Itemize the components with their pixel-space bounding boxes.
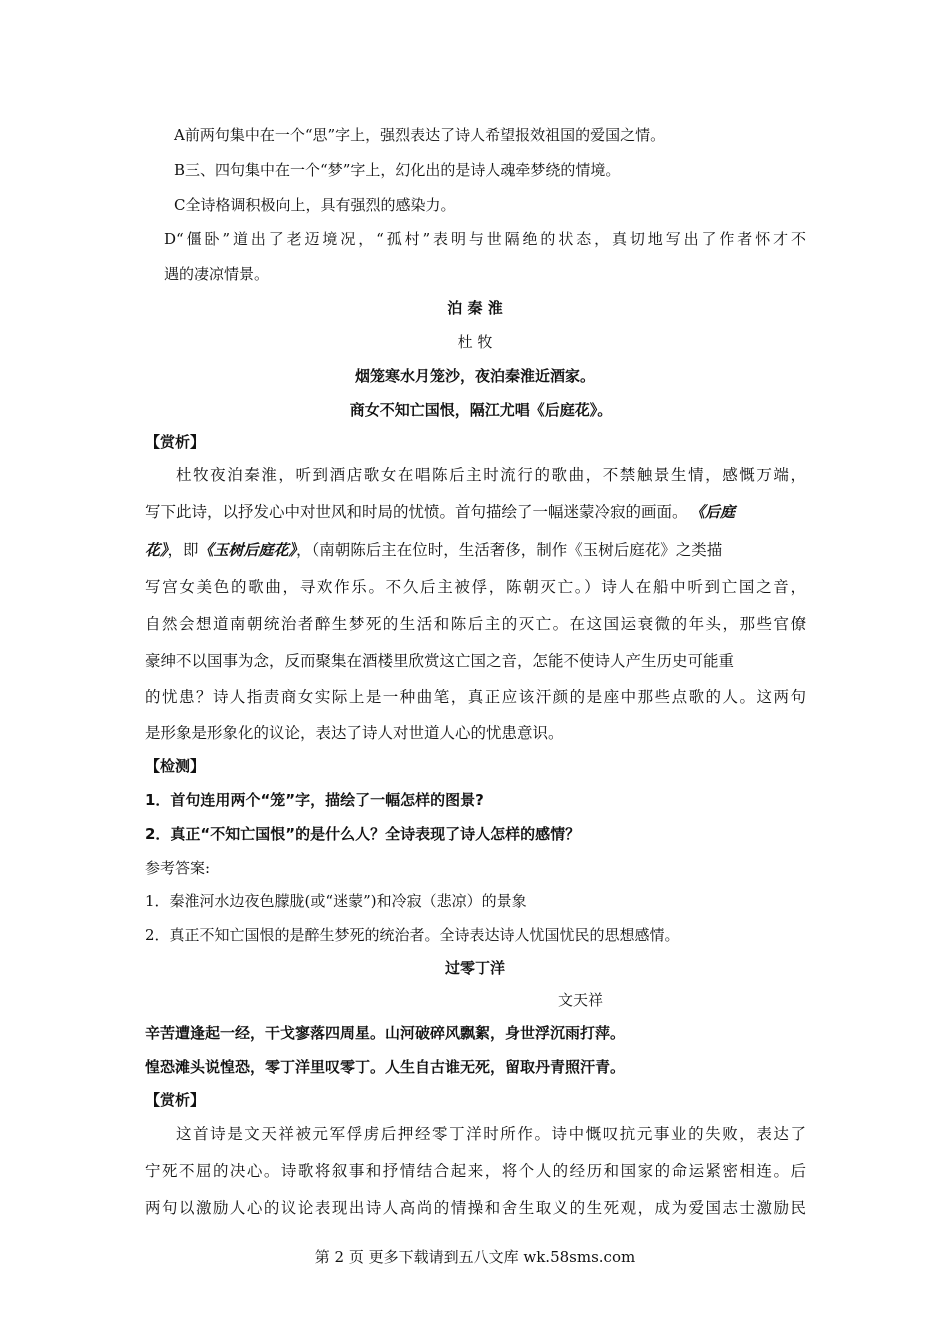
appreciation1-line3-bold-a: 花》	[145, 541, 168, 559]
appreciation1-line3-text-b: ，（南朝陈后主在位时，生活奢侈，制作《玉树后庭花》之类描	[296, 541, 723, 559]
appreciation1-line4: 写宫女美色的歌曲，寻欢作乐。不久后主被俘，陈朝灭亡。）诗人在船中听到亡国之音，	[145, 578, 806, 596]
poem2-title: 过零丁洋	[444, 959, 505, 977]
test-heading: 【检测】	[145, 757, 206, 775]
page-footer: 第 2 页 更多下载请到五八文库 wk.58sms.com	[314, 1248, 636, 1266]
poem1-author: 杜 牧	[457, 333, 493, 351]
appreciation1-line3-text-a: ，即	[167, 541, 199, 559]
poem1-line2: 商女不知亡国恨，隔江尤唱《后庭花》。	[349, 401, 613, 419]
option-c: C全诗格调积极向上，具有强烈的感染力。	[174, 196, 456, 214]
appreciation1-line3-bold-b: 《玉树后庭花》	[198, 541, 297, 559]
question-2: 2．真正“不知亡国恨”的是什么人？全诗表现了诗人怎样的感情？	[145, 825, 581, 843]
appreciation1-line7: 的忧患？诗人指责商女实际上是一种曲笔，真正应该汗颜的是座中那些点歌的人。这两句	[145, 688, 806, 706]
appreciation-heading-2: 【赏析】	[145, 1091, 206, 1109]
appreciation1-line2-text: 写下此诗，以抒发心中对世风和时局的忧愤。首句描绘了一幅迷蒙冷寂的画面。	[145, 503, 688, 521]
option-d-line2: 遇的凄凉情景。	[164, 265, 270, 283]
poem1-title: 泊 秦 淮	[447, 299, 503, 317]
appreciation1-line2-bold: 《后庭	[697, 503, 736, 521]
appreciation1-line3	[145, 540, 722, 560]
answer-2: 2．真正不知亡国恨的是醉生梦死的统治者。全诗表达诗人忧国忧民的思想感情。	[145, 926, 680, 944]
option-b: B三、四句集中在一个“梦”字上，幻化出的是诗人魂牵梦绕的情境。	[174, 161, 621, 179]
appreciation1-line6: 豪绅不以国事为念，反而聚集在酒楼里欣赏这亡国之音，怎能不使诗人产生历史可能重	[145, 652, 735, 670]
appreciation1-line5: 自然会想道南朝统治者醉生梦死的生活和陈后主的灭亡。在这国运衰微的年头，那些官僚	[145, 615, 806, 633]
appreciation2-line2: 宁死不屈的决心。诗歌将叙事和抒情结合起来，将个人的经历和国家的命运紧密相连。后	[145, 1162, 806, 1180]
answer-1: 1．秦淮河水边夜色朦胧(或“迷蒙”)和冷寂（悲凉）的景象	[145, 892, 527, 910]
appreciation-heading-1: 【赏析】	[145, 433, 206, 451]
poem2-author: 文天祥	[558, 991, 604, 1009]
answers-label: 参考答案:	[145, 859, 211, 877]
option-a: A前两句集中在一个“思”字上，强烈表达了诗人希望报效祖国的爱国之情。	[174, 126, 666, 144]
poem2-line2: 惶恐滩头说惶恐，零丁洋里叹零丁。人生自古谁无死，留取丹青照汗青。	[145, 1058, 626, 1076]
appreciation1-line8: 是形象是形象化的议论，表达了诗人对世道人心的忧患意识。	[145, 724, 564, 742]
appreciation2-line1: 这首诗是文天祥被元军俘虏后押经零丁洋时所作。诗中慨叹抗元事业的失败，表达了	[176, 1125, 806, 1143]
appreciation2-line3: 两句以激励人心的议论表现出诗人高尚的情操和舍生取义的生死观，成为爱国志士激励民	[145, 1199, 806, 1217]
option-d-line1: D“僵卧”道出了老迈境况，“孤村”表明与世隔绝的状态，真切地写出了作者怀才不	[164, 230, 806, 248]
appreciation1-line2	[145, 502, 735, 522]
question-1: 1．首句连用两个“笼”字，描绘了一幅怎样的图景?	[145, 791, 484, 809]
poem1-line1: 烟笼寒水月笼沙，夜泊秦淮近酒家。	[354, 367, 595, 385]
poem2-line1: 辛苦遭逢起一经，干戈寥落四周星。山河破碎风飘絮，身世浮沉雨打萍。	[145, 1024, 626, 1042]
appreciation1-line1: 杜牧夜泊秦淮，听到酒店歌女在唱陈后主时流行的歌曲，不禁触景生情，感慨万端，	[176, 466, 806, 484]
